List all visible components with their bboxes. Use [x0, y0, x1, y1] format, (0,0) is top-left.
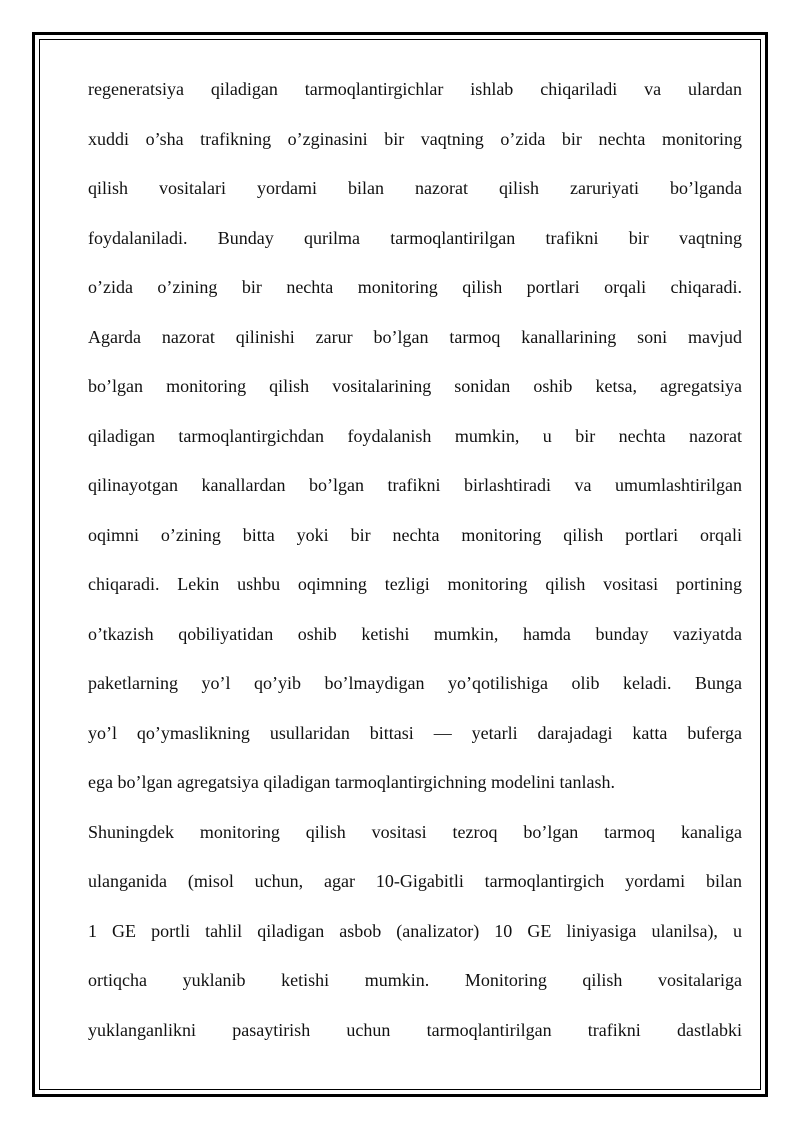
text-line: ulanganida (misol uchun, agar 10-Gigabitli tarmoqlantirgich yordami bilan [88, 871, 742, 891]
text-line: 1 GE portli tahlil qiladigan asbob (analizator) 10 GE liniyasiga ulanilsa), u [88, 920, 742, 941]
text-line: oqimni o’zining bitta yoki bir nechta monitoring qilish portlari orqali [88, 524, 742, 545]
text-line: chiqaradi. Lekin ushbu oqimning tezligi monitoring qilish vositasi portining [88, 574, 742, 594]
text-line: o’tkazish qobiliyatidan oshib ketishi mumkin, hamda bunday vaziyatda [88, 623, 742, 644]
text-line: o’zida o’zining bir nechta monitoring qilish portlari orqali chiqaradi. [88, 277, 742, 297]
text-line: foydalaniladi. Bunday qurilma tarmoqlantirilgan trafikni bir vaqtning [88, 227, 742, 248]
document-body [88, 65, 742, 1055]
text-line: xuddi o’sha trafikning o’zginasini bir vaqtning o’zida bir nechta monitoring [88, 128, 742, 149]
text-line: qilinayotgan kanallardan bo’lgan trafikni birlashtiradi va umumlashtirilgan [88, 475, 742, 495]
text-line: paketlarning yo’l qo’yib bo’lmaydigan yo’qotilishiga olib keladi. Bunga [88, 673, 742, 693]
text-line: regeneratsiya qiladigan tarmoqlantirgichlar ishlab chiqariladi va ulardan [88, 79, 742, 99]
text-line: Shuningdek monitoring qilish vositasi tezroq bo’lgan tarmoq kanaliga [88, 821, 742, 842]
text-line: yuklanganlikni pasaytirish uchun tarmoqlantirilgan trafikni dastlabki [88, 1019, 742, 1040]
text-line: bo’lgan monitoring qilish vositalarining sonidan oshib ketsa, agregatsiya [88, 376, 742, 396]
text-line: ega bo’lgan agregatsiya qiladigan tarmoqlantirgichning modelini tanlash. [88, 772, 616, 792]
text-line: qiladigan tarmoqlantirgichdan foydalanish mumkin, u bir nechta nazorat [88, 425, 742, 446]
text-line: yo’l qo’ymaslikning usullaridan bittasi — yetarli darajadagi katta buferga [88, 722, 742, 743]
text-line: Agarda nazorat qilinishi zarur bo’lgan tarmoq kanallarining soni mavjud [88, 326, 742, 347]
text-line: ortiqcha yuklanib ketishi mumkin. Monitoring qilish vositalariga [88, 970, 742, 990]
text-line: qilish vositalari yordami bilan nazorat qilish zaruriyati bo’lganda [88, 178, 742, 198]
